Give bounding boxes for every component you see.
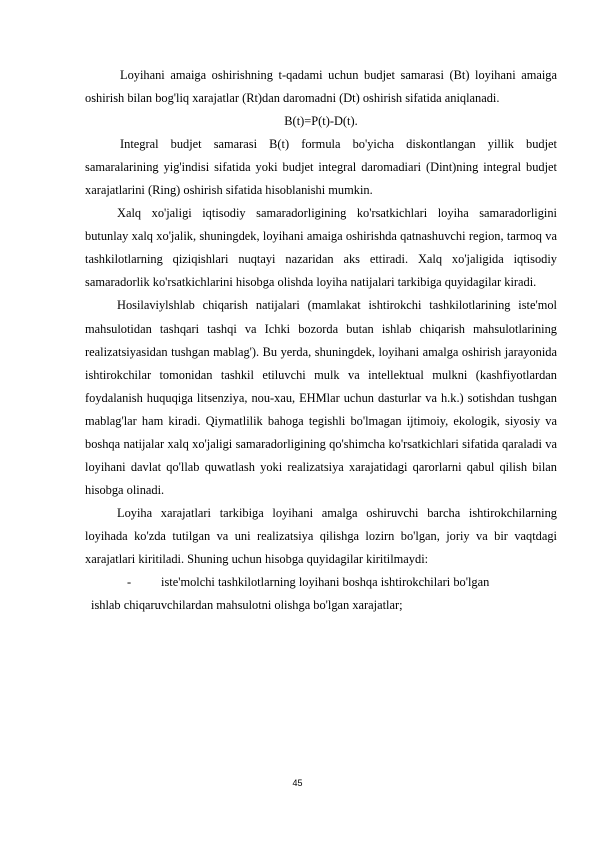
- paragraph-integral-budget-effect: Integral budjet samarasi B(t) formula bo'yicha diskontlangan yillik budjet samaralarining yig'indisi sifatida yoki budjet integral daromadiari (Dint)ning integral budjet xarajatlarini (Ring) oshirish sifatida hisoblanishi mumkin.: [85, 137, 557, 198]
- bullet-text-line2: ishlab chiqaruvchilardan mahsulotni olishga bo'lgan xarajatlar;: [91, 598, 403, 613]
- bullet-dash: -: [127, 575, 132, 590]
- formula-budget-effect: B(t)=P(t)-D(t).: [284, 114, 358, 129]
- bullet-text-line1: iste'molchi tashkilotlarning loyihani boshqa ishtirokchilari bo'lgan: [161, 575, 490, 590]
- bullet-item: [85, 571, 557, 594]
- page-number: 45: [292, 778, 303, 788]
- paragraph-national-economy-indicators: Xalq xo'jaligi iqtisodiy samaradorligining ko'rsatkichlari loyiha samaradorligini butunlay xalq xo'jalik, shuningdek, loyihani amaiga oshirishda qatnashuvchi region, tarmoq va tashkilotlarning qiziqishlari nuqtayi nazaridan aks ettiradi. Xalq xo'jaligida iqtisodiy samaradorlik ko'rsatkichlarini hisobga olishda loyiha natijalari tarkibiga quyidagilar kiradi.: [85, 206, 557, 290]
- paragraph-production-results: Hosilaviylshlab chiqarish natijalari (mamlakat ishtirokchi tashkilotlarining iste'mol mahsulotidan tashqari tashqi va Ichki bozorda butan ishlab chiqarish mahsulotlarining realizatsiyasidan tushgan mablag'). Bu yerda, shuningdek, loyihani amalga oshirish jarayonida ishtirokchilar tomonidan tashkil etiluvchi mulk va intellektual mulkni (kashfiyotlardan foydalanish huquqiga litsenziya, nou-xau, EHMlar uchun dasturlar va h.k.) sotishdan tushgan mablag'lar ham kiradi. Qiymatlilik bahoga tegishli bo'lmagan ijtimoiy, ekologik, siyosiy va boshqa natijalar xalq xo'jaligi samaradorligining qo'shimcha ko'rsatkichlari sifatida qaraladi va loyihani davlat qo'llab quwatlash yoki realizatsiya xarajatidagi qarorlarni qabul qilish bilan hisobga olinadi.: [85, 298, 557, 497]
- document-body: [85, 64, 557, 617]
- paragraph-budget-effect: Loyihani amaiga oshirishning t-qadami uchun budjet samarasi (Bt) loyihani amaiga oshirish bilan bog'liq xarajatlar (Rt)dan daromadni (Dt) oshirish sifatida aniqlanadi.: [85, 68, 557, 106]
- paragraph-project-costs: Loyiha xarajatlari tarkibiga loyihani amalga oshiruvchi barcha ishtirokchilarning loyihada ko'zda tutilgan va uni realizatsiya qilishga lozirn bo'lgan, joriy va bir vaqtdagi xarajatlari kiritiladi. Shuning uchun hisobga quyidagilar kiritilmaydi:: [85, 505, 557, 566]
